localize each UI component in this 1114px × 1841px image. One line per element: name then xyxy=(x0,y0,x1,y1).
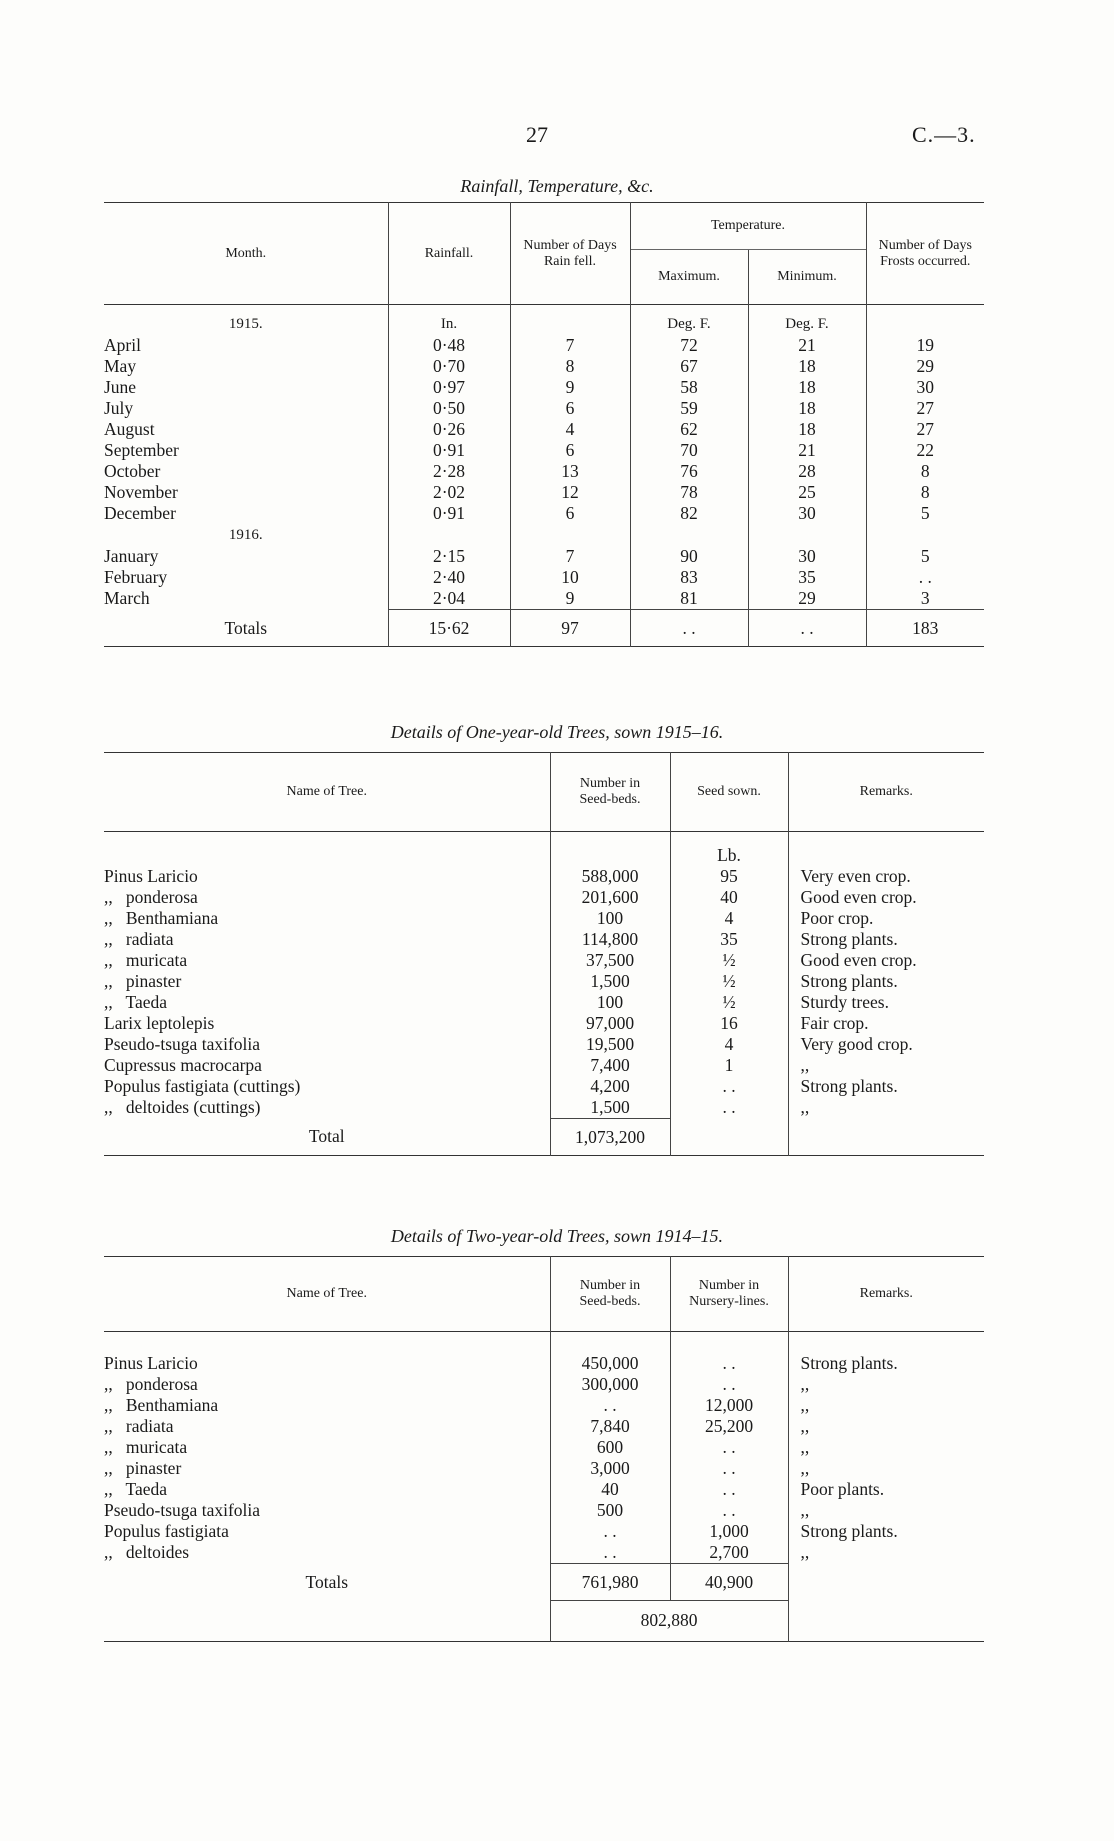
table-row xyxy=(104,377,984,398)
days-rain-cell: 7 xyxy=(510,546,630,567)
seedbed-number-cell: 201,600 xyxy=(550,887,670,908)
minimum-cell: 18 xyxy=(748,398,866,419)
seed-sown-cell: . . xyxy=(670,1097,788,1119)
rainfall-cell: 0·97 xyxy=(388,377,510,398)
table-row xyxy=(104,440,984,461)
remarks-cell: Good even crop. xyxy=(788,887,984,908)
nursery-number-cell: 25,200 xyxy=(670,1416,788,1437)
totals-seedbeds: 761,980 xyxy=(550,1564,670,1601)
two-seedbeds-header: Number in Seed-beds. xyxy=(550,1257,670,1332)
days-rain-cell: 9 xyxy=(510,377,630,398)
seedbed-number-cell: 100 xyxy=(550,992,670,1013)
minimum-cell: 30 xyxy=(748,546,866,567)
table-row xyxy=(104,866,984,887)
seedbed-number-cell: 450,000 xyxy=(550,1353,670,1374)
days-rain-cell: 12 xyxy=(510,482,630,503)
table-row xyxy=(104,419,984,440)
remarks-cell: Strong plants. xyxy=(788,1521,984,1542)
days-rain-cell: 8 xyxy=(510,356,630,377)
seedbed-number-cell: 500 xyxy=(550,1500,670,1521)
empty-cell xyxy=(866,305,984,336)
seedbed-number-cell: 600 xyxy=(550,1437,670,1458)
nursery-number-cell: 1,000 xyxy=(670,1521,788,1542)
table-row xyxy=(104,1353,984,1374)
nursery-number-cell: . . xyxy=(670,1479,788,1500)
frosts-cell: 22 xyxy=(866,440,984,461)
minimum-cell: 18 xyxy=(748,419,866,440)
seed-sown-cell: ½ xyxy=(670,950,788,971)
temperature-header: Temperature. xyxy=(630,203,866,250)
empty-cell xyxy=(510,305,630,336)
minimum-cell: 18 xyxy=(748,377,866,398)
table-row xyxy=(104,398,984,419)
maximum-cell: 62 xyxy=(630,419,748,440)
empty-cell xyxy=(104,1332,550,1354)
rainfall-cell: 2·28 xyxy=(388,461,510,482)
seed-sown-cell: 35 xyxy=(670,929,788,950)
empty-cell xyxy=(788,1119,984,1156)
maximum-cell: 59 xyxy=(630,398,748,419)
days-rain-cell: 10 xyxy=(510,567,630,588)
minimum-cell: 29 xyxy=(748,588,866,610)
spacer-row xyxy=(104,1332,984,1354)
grand-total-row xyxy=(104,1601,984,1642)
tree-name-cell: ,, deltoides (cuttings) xyxy=(104,1097,261,1118)
totals-rain: 15·62 xyxy=(388,610,510,647)
remarks-cell: ,, xyxy=(788,1437,984,1458)
tree-name-cell: ,, ponderosa xyxy=(104,1374,198,1394)
rainfall-cell: 2·40 xyxy=(388,567,510,588)
maximum-cell: 72 xyxy=(630,335,748,356)
seed-sown-cell: 40 xyxy=(670,887,788,908)
frosts-cell: 3 xyxy=(866,588,984,610)
seed-unit: Lb. xyxy=(670,832,788,867)
totals-row xyxy=(104,1119,984,1156)
total-label: Total xyxy=(308,1126,345,1147)
table-row xyxy=(104,335,984,356)
seedbed-number-cell: 37,500 xyxy=(550,950,670,971)
seed-sown-cell: 4 xyxy=(670,1034,788,1055)
seedbed-number-cell: 40 xyxy=(550,1479,670,1500)
frosts-cell: 30 xyxy=(866,377,984,398)
rainfall-cell: 0·91 xyxy=(388,503,510,524)
nursery-number-cell: . . xyxy=(670,1353,788,1374)
nursery-number-cell: 12,000 xyxy=(670,1395,788,1416)
remarks-cell: ,, xyxy=(788,1374,984,1395)
tree-name-cell: ,, deltoides xyxy=(104,1542,190,1563)
totals-row xyxy=(104,1564,984,1601)
minimum-cell: 18 xyxy=(748,356,866,377)
frosts-cell: 8 xyxy=(866,461,984,482)
one-year-caption: Details of One-year-old Trees, sown 1915–16. xyxy=(390,722,724,742)
grand-total: 802,880 xyxy=(550,1601,788,1642)
table-row xyxy=(104,461,984,482)
maximum-cell: 90 xyxy=(630,546,748,567)
minimum-cell: 30 xyxy=(748,503,866,524)
tree-name-cell: Cupressus macrocarpa xyxy=(104,1055,262,1075)
table-row xyxy=(104,1395,984,1416)
table-row xyxy=(104,482,984,503)
remarks-cell: ,, xyxy=(788,1395,984,1416)
seedbed-number-cell: 1,500 xyxy=(550,1097,670,1119)
empty-cell xyxy=(104,1601,550,1642)
tree-name-cell: Populus fastigiata xyxy=(104,1521,229,1541)
days-rain-header: Number of Days Rain fell. xyxy=(510,203,630,305)
month-cell: September xyxy=(104,440,179,460)
frosts-cell: 29 xyxy=(866,356,984,377)
remarks-cell: Good even crop. xyxy=(788,950,984,971)
month-cell: May xyxy=(104,356,137,376)
month-header: Month. xyxy=(225,245,267,261)
document-code: C.—3. xyxy=(912,122,976,147)
empty-cell xyxy=(748,524,866,546)
seedbed-number-cell: 19,500 xyxy=(550,1034,670,1055)
month-cell: July xyxy=(104,398,134,418)
one-remarks-header: Remarks. xyxy=(788,753,984,832)
rainfall-cell: 0·70 xyxy=(388,356,510,377)
rainfall-cell: 0·26 xyxy=(388,419,510,440)
empty-cell xyxy=(788,832,984,867)
totals-min: . . xyxy=(748,610,866,647)
tree-name-cell: ,, pinaster xyxy=(104,1458,182,1478)
seedbed-number-cell: 300,000 xyxy=(550,1374,670,1395)
minimum-header: Minimum. xyxy=(748,250,866,305)
month-cell: June xyxy=(104,377,137,397)
maximum-unit: Deg. F. xyxy=(630,305,748,336)
tree-name-cell: ,, radiata xyxy=(104,1416,174,1436)
table-row xyxy=(104,1374,984,1395)
nursery-number-cell: . . xyxy=(670,1437,788,1458)
remarks-cell: Strong plants. xyxy=(788,929,984,950)
remarks-cell: ,, xyxy=(788,1458,984,1479)
one-year-table xyxy=(104,752,984,1156)
empty-cell xyxy=(630,524,748,546)
minimum-cell: 28 xyxy=(748,461,866,482)
frosts-cell: 27 xyxy=(866,419,984,440)
seedbed-number-cell: 97,000 xyxy=(550,1013,670,1034)
nursery-number-cell: . . xyxy=(670,1458,788,1479)
month-cell: August xyxy=(104,419,155,439)
empty-cell xyxy=(550,1332,670,1354)
table-row xyxy=(104,1500,984,1521)
seedbed-number-cell: 7,840 xyxy=(550,1416,670,1437)
seedbed-number-cell: 114,800 xyxy=(550,929,670,950)
table-row xyxy=(104,1055,984,1076)
minimum-cell: 35 xyxy=(748,567,866,588)
tree-name-cell: ,, Benthamiana xyxy=(104,908,219,928)
frosts-cell: 27 xyxy=(866,398,984,419)
remarks-cell: Strong plants. xyxy=(788,1353,984,1374)
two-year-body xyxy=(104,1332,984,1642)
table-row xyxy=(104,950,984,971)
year-label: 1915. xyxy=(228,316,263,332)
table-row xyxy=(104,546,984,567)
remarks-cell: ,, xyxy=(788,1055,984,1076)
empty-cell xyxy=(788,1332,984,1354)
table-row xyxy=(104,887,984,908)
month-cell: February xyxy=(104,567,168,587)
table-row xyxy=(104,1437,984,1458)
month-cell: January xyxy=(104,546,159,566)
seedbed-number-cell: . . xyxy=(550,1395,670,1416)
seedbed-number-cell: 588,000 xyxy=(550,866,670,887)
table-row xyxy=(104,1521,984,1542)
month-cell: October xyxy=(104,461,161,481)
tree-name-cell: ,, Benthamiana xyxy=(104,1395,219,1415)
table-row xyxy=(104,1458,984,1479)
days-rain-cell: 6 xyxy=(510,398,630,419)
days-rain-cell: 9 xyxy=(510,588,630,610)
minimum-unit: Deg. F. xyxy=(748,305,866,336)
days-rain-cell: 13 xyxy=(510,461,630,482)
frosts-cell: 5 xyxy=(866,503,984,524)
year-label: 1916. xyxy=(228,527,263,543)
tree-name-cell: ,, radiata xyxy=(104,929,174,949)
seed-sown-cell: 4 xyxy=(670,908,788,929)
month-cell: November xyxy=(104,482,178,502)
table-row xyxy=(104,356,984,377)
remarks-cell: ,, xyxy=(788,1500,984,1521)
remarks-cell: ,, xyxy=(788,1416,984,1437)
empty-cell xyxy=(670,1119,788,1156)
rainfall-cell: 0·91 xyxy=(388,440,510,461)
table-row xyxy=(104,992,984,1013)
two-nursery-header: Number in Nursery-lines. xyxy=(670,1257,788,1332)
seed-sown-cell: 16 xyxy=(670,1013,788,1034)
maximum-cell: 83 xyxy=(630,567,748,588)
maximum-cell: 81 xyxy=(630,588,748,610)
unit-row xyxy=(104,832,984,867)
one-name-header: Name of Tree. xyxy=(286,784,367,799)
table-row xyxy=(104,908,984,929)
table-row xyxy=(104,1013,984,1034)
table-row xyxy=(104,567,984,588)
empty-cell xyxy=(388,524,510,546)
remarks-cell: Strong plants. xyxy=(788,971,984,992)
table-row xyxy=(104,1097,984,1119)
empty-cell xyxy=(670,1332,788,1354)
days-rain-cell: 7 xyxy=(510,335,630,356)
empty-cell xyxy=(550,832,670,867)
days-rain-cell: 4 xyxy=(510,419,630,440)
maximum-cell: 58 xyxy=(630,377,748,398)
table-row xyxy=(104,1479,984,1500)
remarks-cell: Very good crop. xyxy=(788,1034,984,1055)
totals-nursery: 40,900 xyxy=(670,1564,788,1601)
seed-sown-cell: ½ xyxy=(670,971,788,992)
maximum-cell: 78 xyxy=(630,482,748,503)
days-rain-cell: 6 xyxy=(510,440,630,461)
maximum-cell: 67 xyxy=(630,356,748,377)
tree-name-cell: Pseudo-tsuga taxifolia xyxy=(104,1034,261,1054)
tree-name-cell: ,, muricata xyxy=(104,950,188,970)
seed-sown-cell: ½ xyxy=(670,992,788,1013)
nursery-number-cell: 2,700 xyxy=(670,1542,788,1564)
two-year-table xyxy=(104,1256,984,1642)
seedbed-number-cell: . . xyxy=(550,1521,670,1542)
month-cell: March xyxy=(104,588,150,608)
remarks-cell: ,, xyxy=(788,1097,984,1119)
tree-name-cell: ,, Taeda xyxy=(104,1479,168,1499)
rainfall-unit: In. xyxy=(388,305,510,336)
one-number-header: Number in Seed-beds. xyxy=(550,753,670,832)
table-row xyxy=(104,1416,984,1437)
month-cell: December xyxy=(104,503,176,523)
two-year-caption: Details of Two-year-old Trees, sown 1914–15. xyxy=(390,1226,724,1246)
remarks-cell: Poor crop. xyxy=(788,908,984,929)
rainfall-cell: 2·15 xyxy=(388,546,510,567)
table-row xyxy=(104,588,984,610)
frosts-cell: 5 xyxy=(866,546,984,567)
seedbed-number-cell: 7,400 xyxy=(550,1055,670,1076)
tree-name-cell: ,, muricata xyxy=(104,1437,188,1457)
table-row xyxy=(104,929,984,950)
table-row xyxy=(104,1076,984,1097)
table-row xyxy=(104,1542,984,1564)
seed-sown-cell: 1 xyxy=(670,1055,788,1076)
year-row xyxy=(104,305,984,336)
empty-cell xyxy=(788,1564,984,1601)
totals-days: 97 xyxy=(510,610,630,647)
remarks-cell: Strong plants. xyxy=(788,1076,984,1097)
remarks-cell: Very even crop. xyxy=(788,866,984,887)
seedbed-number-cell: 100 xyxy=(550,908,670,929)
seedbed-number-cell: 3,000 xyxy=(550,1458,670,1479)
totals-label: Totals xyxy=(224,617,268,638)
rainfall-body xyxy=(104,305,984,647)
totals-frosts: 183 xyxy=(866,610,984,647)
two-remarks-header: Remarks. xyxy=(788,1257,984,1332)
maximum-cell: 70 xyxy=(630,440,748,461)
page-number: 27 xyxy=(526,122,548,147)
seedbed-number-cell: . . xyxy=(550,1542,670,1564)
rainfall-header: Rainfall. xyxy=(388,203,510,305)
rainfall-cell: 2·02 xyxy=(388,482,510,503)
seedbed-number-cell: 4,200 xyxy=(550,1076,670,1097)
totals-max: . . xyxy=(630,610,748,647)
seedbed-number-cell: 1,500 xyxy=(550,971,670,992)
remarks-cell: Fair crop. xyxy=(788,1013,984,1034)
table-row xyxy=(104,971,984,992)
frosts-header: Number of Days Frosts occurred. xyxy=(866,203,984,305)
remarks-cell: ,, xyxy=(788,1542,984,1564)
maximum-header: Maximum. xyxy=(630,250,748,305)
totals-label: Totals xyxy=(305,1571,349,1592)
seed-sown-cell: . . xyxy=(670,1076,788,1097)
rainfall-cell: 0·48 xyxy=(388,335,510,356)
tree-name-cell: Populus fastigiata (cuttings) xyxy=(104,1076,301,1096)
nursery-number-cell: . . xyxy=(670,1500,788,1521)
remarks-cell: Sturdy trees. xyxy=(788,992,984,1013)
tree-name-cell: ,, pinaster xyxy=(104,971,182,991)
tree-name-cell: Larix leptolepis xyxy=(104,1013,215,1033)
tree-name-cell: ,, Taeda xyxy=(104,992,168,1012)
frosts-cell: . . xyxy=(866,567,984,588)
empty-cell xyxy=(510,524,630,546)
table-row xyxy=(104,503,984,524)
total-number: 1,073,200 xyxy=(550,1119,670,1156)
remarks-cell: Poor plants. xyxy=(788,1479,984,1500)
one-seed-header: Seed sown. xyxy=(670,753,788,832)
days-rain-cell: 6 xyxy=(510,503,630,524)
tree-name-cell: Pinus Laricio xyxy=(104,1353,198,1373)
maximum-cell: 76 xyxy=(630,461,748,482)
minimum-cell: 21 xyxy=(748,335,866,356)
rainfall-cell: 2·04 xyxy=(388,588,510,610)
minimum-cell: 25 xyxy=(748,482,866,503)
two-name-header: Name of Tree. xyxy=(286,1286,367,1301)
rainfall-cell: 0·50 xyxy=(388,398,510,419)
rainfall-caption: Rainfall, Temperature, &c. xyxy=(460,176,654,196)
empty-cell xyxy=(104,832,550,867)
tree-name-cell: Pseudo-tsuga taxifolia xyxy=(104,1500,261,1520)
empty-cell xyxy=(866,524,984,546)
one-year-body xyxy=(104,832,984,1156)
minimum-cell: 21 xyxy=(748,440,866,461)
empty-cell xyxy=(788,1601,984,1642)
rainfall-table xyxy=(104,202,984,647)
totals-row xyxy=(104,610,984,647)
seed-sown-cell: 95 xyxy=(670,866,788,887)
maximum-cell: 82 xyxy=(630,503,748,524)
month-cell: April xyxy=(104,335,141,355)
table-row xyxy=(104,1034,984,1055)
nursery-number-cell: . . xyxy=(670,1374,788,1395)
frosts-cell: 8 xyxy=(866,482,984,503)
year-row xyxy=(104,524,984,546)
tree-name-cell: ,, ponderosa xyxy=(104,887,198,907)
tree-name-cell: Pinus Laricio xyxy=(104,866,198,886)
frosts-cell: 19 xyxy=(866,335,984,356)
